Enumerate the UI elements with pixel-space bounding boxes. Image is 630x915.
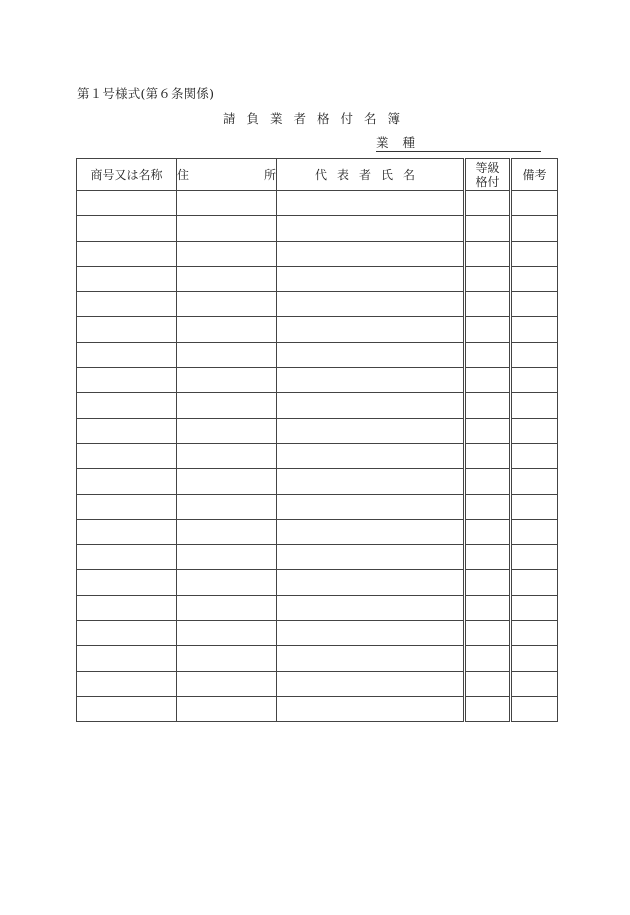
remarks-cell[interactable] xyxy=(511,418,558,443)
representative-cell[interactable] xyxy=(277,317,465,342)
remarks-cell[interactable] xyxy=(511,646,558,671)
address-cell[interactable] xyxy=(177,317,277,342)
form-number-label: 第１号様式(第６条関係) xyxy=(77,86,215,101)
grade-cell[interactable] xyxy=(465,241,511,266)
column-header-name: 商号又は名称 xyxy=(77,159,177,191)
grade-cell[interactable] xyxy=(465,469,511,494)
grade-cell[interactable] xyxy=(465,621,511,646)
grade-cell[interactable] xyxy=(465,191,511,216)
table-row xyxy=(77,292,558,317)
representative-cell[interactable] xyxy=(277,671,465,696)
remarks-cell[interactable] xyxy=(511,317,558,342)
grade-cell[interactable] xyxy=(465,545,511,570)
address-cell[interactable] xyxy=(177,646,277,671)
address-cell[interactable] xyxy=(177,545,277,570)
name-cell[interactable] xyxy=(77,646,177,671)
name-cell[interactable] xyxy=(77,545,177,570)
table-row xyxy=(77,418,558,443)
address-char-1: 住 xyxy=(177,167,190,182)
address-cell[interactable] xyxy=(177,292,277,317)
address-cell[interactable] xyxy=(177,216,277,241)
industry-field[interactable] xyxy=(376,136,541,152)
address-cell[interactable] xyxy=(177,368,277,393)
remarks-cell[interactable] xyxy=(511,671,558,696)
remarks-cell[interactable] xyxy=(511,241,558,266)
grade-cell[interactable] xyxy=(465,494,511,519)
name-cell[interactable] xyxy=(77,342,177,367)
grade-cell[interactable] xyxy=(465,671,511,696)
contractor-roster-table xyxy=(76,158,558,722)
document-title: 請負業者格付名簿 xyxy=(222,111,411,126)
table-row xyxy=(77,317,558,342)
remarks-cell[interactable] xyxy=(511,216,558,241)
representative-cell[interactable] xyxy=(277,545,465,570)
table-row xyxy=(77,646,558,671)
representative-cell[interactable] xyxy=(277,216,465,241)
representative-cell[interactable] xyxy=(277,621,465,646)
column-header-address xyxy=(177,159,277,191)
remarks-cell[interactable] xyxy=(511,191,558,216)
grade-cell[interactable] xyxy=(465,696,511,721)
representative-cell[interactable] xyxy=(277,368,465,393)
address-cell[interactable] xyxy=(177,519,277,544)
table-row xyxy=(77,191,558,216)
address-cell[interactable] xyxy=(177,621,277,646)
representative-cell[interactable] xyxy=(277,646,465,671)
grade-cell[interactable] xyxy=(465,317,511,342)
name-cell[interactable] xyxy=(77,494,177,519)
remarks-cell[interactable] xyxy=(511,696,558,721)
grade-cell[interactable] xyxy=(465,595,511,620)
address-cell[interactable] xyxy=(177,241,277,266)
address-cell[interactable] xyxy=(177,494,277,519)
name-cell[interactable] xyxy=(77,671,177,696)
grade-cell[interactable] xyxy=(465,443,511,468)
remarks-cell[interactable] xyxy=(511,595,558,620)
representative-cell[interactable] xyxy=(277,393,465,418)
remarks-cell[interactable] xyxy=(511,368,558,393)
grade-cell[interactable] xyxy=(465,646,511,671)
representative-cell[interactable] xyxy=(277,595,465,620)
representative-cell[interactable] xyxy=(277,241,465,266)
representative-cell[interactable] xyxy=(277,494,465,519)
address-cell[interactable] xyxy=(177,418,277,443)
table-row xyxy=(77,368,558,393)
grade-line-2: 格付 xyxy=(475,174,500,189)
representative-cell[interactable] xyxy=(277,266,465,291)
name-cell[interactable] xyxy=(77,266,177,291)
name-cell[interactable] xyxy=(77,368,177,393)
representative-cell[interactable] xyxy=(277,696,465,721)
name-cell[interactable] xyxy=(77,241,177,266)
grade-cell[interactable] xyxy=(465,266,511,291)
table-row xyxy=(77,570,558,595)
name-cell[interactable] xyxy=(77,519,177,544)
name-cell[interactable] xyxy=(77,621,177,646)
grade-cell[interactable] xyxy=(465,216,511,241)
name-cell[interactable] xyxy=(77,216,177,241)
table-row xyxy=(77,595,558,620)
table-row xyxy=(77,443,558,468)
table-row xyxy=(77,696,558,721)
name-cell[interactable] xyxy=(77,595,177,620)
remarks-cell[interactable] xyxy=(511,469,558,494)
table-row xyxy=(77,494,558,519)
table-row xyxy=(77,266,558,291)
name-cell[interactable] xyxy=(77,317,177,342)
name-cell[interactable] xyxy=(77,418,177,443)
address-cell[interactable] xyxy=(177,696,277,721)
name-cell[interactable] xyxy=(77,696,177,721)
address-cell[interactable] xyxy=(177,469,277,494)
roster-body xyxy=(77,191,558,722)
address-cell[interactable] xyxy=(177,570,277,595)
grade-cell[interactable] xyxy=(465,393,511,418)
table-row xyxy=(77,621,558,646)
header-row xyxy=(77,159,558,191)
representative-cell[interactable] xyxy=(277,342,465,367)
name-cell[interactable] xyxy=(77,191,177,216)
address-cell[interactable] xyxy=(177,671,277,696)
address-cell[interactable] xyxy=(177,443,277,468)
remarks-cell[interactable] xyxy=(511,621,558,646)
remarks-cell[interactable] xyxy=(511,519,558,544)
grade-cell[interactable] xyxy=(465,368,511,393)
remarks-cell[interactable] xyxy=(511,545,558,570)
grade-cell[interactable] xyxy=(465,342,511,367)
name-cell[interactable] xyxy=(77,469,177,494)
name-cell[interactable] xyxy=(77,443,177,468)
table-row xyxy=(77,469,558,494)
representative-cell[interactable] xyxy=(277,418,465,443)
representative-cell[interactable] xyxy=(277,570,465,595)
column-header-representative: 代表者氏名 xyxy=(277,159,465,191)
remarks-cell[interactable] xyxy=(511,443,558,468)
address-char-2: 所 xyxy=(263,167,276,182)
table-row xyxy=(77,671,558,696)
representative-cell[interactable] xyxy=(277,191,465,216)
address-cell[interactable] xyxy=(177,342,277,367)
name-cell[interactable] xyxy=(77,292,177,317)
remarks-cell[interactable] xyxy=(511,292,558,317)
grade-cell[interactable] xyxy=(465,292,511,317)
remarks-cell[interactable] xyxy=(511,266,558,291)
representative-cell[interactable] xyxy=(277,469,465,494)
representative-cell[interactable] xyxy=(277,292,465,317)
representative-cell[interactable] xyxy=(277,519,465,544)
grade-cell[interactable] xyxy=(465,519,511,544)
column-header-remarks: 備考 xyxy=(511,159,558,191)
address-cell[interactable] xyxy=(177,393,277,418)
address-cell[interactable] xyxy=(177,595,277,620)
grade-line-1: 等級 xyxy=(475,160,500,175)
grade-cell[interactable] xyxy=(465,418,511,443)
table-row xyxy=(77,216,558,241)
name-cell[interactable] xyxy=(77,393,177,418)
remarks-cell[interactable] xyxy=(511,342,558,367)
remarks-cell[interactable] xyxy=(511,494,558,519)
industry-label: 業種 xyxy=(376,135,430,150)
address-cell[interactable] xyxy=(177,266,277,291)
table-row xyxy=(77,519,558,544)
table-row xyxy=(77,545,558,570)
remarks-cell[interactable] xyxy=(511,393,558,418)
grade-cell[interactable] xyxy=(465,570,511,595)
remarks-cell[interactable] xyxy=(511,570,558,595)
name-cell[interactable] xyxy=(77,570,177,595)
table-row xyxy=(77,342,558,367)
representative-cell[interactable] xyxy=(277,443,465,468)
table-row xyxy=(77,241,558,266)
table-row xyxy=(77,393,558,418)
column-header-grade xyxy=(465,159,511,191)
address-cell[interactable] xyxy=(177,191,277,216)
